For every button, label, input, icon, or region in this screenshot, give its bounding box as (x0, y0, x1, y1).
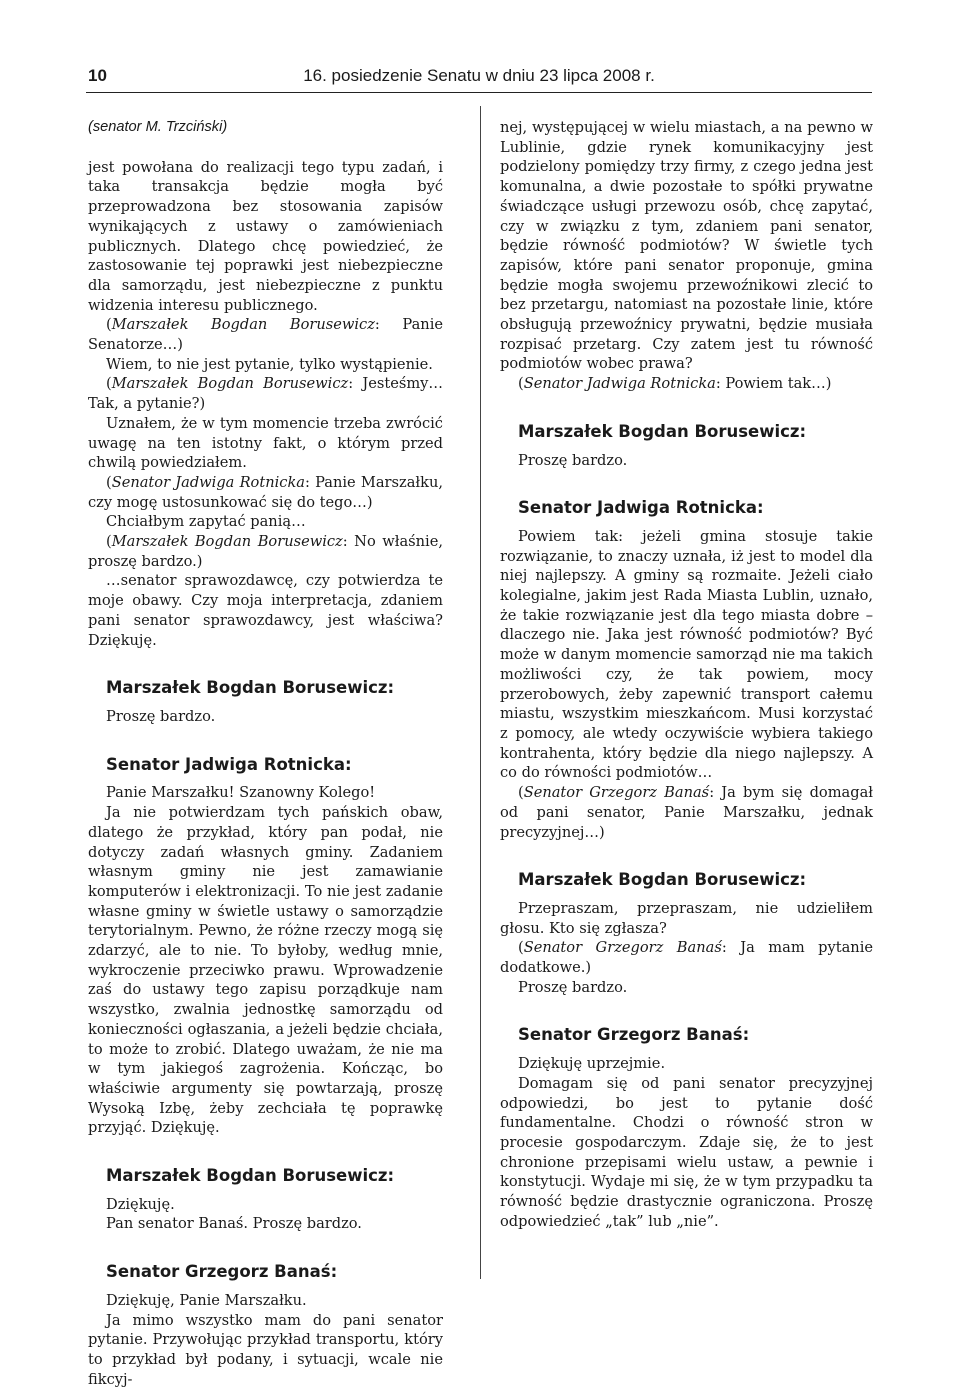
paragraph: Proszę bardzo. (106, 707, 216, 725)
speaker-heading: Marszałek Bogdan Borusewicz: (106, 1166, 395, 1186)
interjection: (Marszałek Bogdan Borusewicz: Jesteśmy… Tak, a pytanie?) (88, 375, 443, 413)
speaker-heading: Senator Grzegorz Banaś: (106, 1262, 338, 1282)
interjection: (Marszałek Bogdan Borusewicz: Panie Senatorze…) (88, 316, 443, 354)
page-header (86, 62, 872, 93)
interjection-speaker: Marszałek Bogdan Borusewicz (111, 375, 349, 393)
interjection: (Marszałek Bogdan Borusewicz: No właśnie, proszę bardzo.) (88, 533, 443, 570)
interjection-speaker: Senator Jadwiga Rotnicka (111, 473, 305, 491)
left-column (88, 118, 443, 1389)
continuation-label: (senator M. Trzciński) (88, 119, 228, 135)
speaker-heading: Marszałek Bogdan Borusewicz: (518, 870, 807, 890)
interjection-speaker: Senator Grzegorz Banaś (523, 939, 722, 957)
paragraph: Proszę bardzo. (518, 978, 628, 996)
speaker-heading: Senator Grzegorz Banaś: (518, 1025, 750, 1045)
speaker-heading: Marszałek Bogdan Borusewicz: (106, 678, 395, 698)
paragraph: …senator sprawozdawcę, czy potwierdza te moje obawy. Czy moja interpretacja, zdaniem pani senator sprawozdawcy, jest właściwa? Dziękuję. (88, 572, 443, 649)
paragraph: Ja mimo wszystko mam do pani senator pytanie. Przywołując przykład transportu, który to przykład był podany, i sytuacji, wcale nie fikcyj- (88, 1311, 443, 1388)
running-title: 16. posiedzenie Senatu w dniu 23 lipca 2008 r. (303, 66, 655, 85)
page-number: 10 (88, 66, 107, 85)
paragraph: Ja nie potwierdzam tych pańskich obaw, dlatego że przykład, który pan podał, nie dotyczy zadań własnych gminy. Zadaniem własnym gminy nie jest zamawianie komputerów i elektronizacji. To nie jest zadanie własne gminy w świetle ustawy o samorządzie terytorialnym. Pewno, że różne rzeczy mogą się zdarzyć, ale to nie. To byłoby, według mnie, wykroczenie przeciwko prawu. Wprowadzenie zaś do ustawy tego zapisu porządkuje nam wszystko, zwalnia jednostkę samorządu od konieczności ogłaszania, a jeżeli będzie chciała, to może to zrobić. Dlatego uważam, że nie ma w tym jakiegoś zagrożenia. Kończąc, bo właściwie argumenty się powtarzają, proszę Wysoką Izbę, żeby zechciała tę poprawkę przyjąć. Dziękuję. (88, 804, 443, 1137)
paragraph: Przepraszam, przepraszam, nie udzieliłem głosu. Kto się zgłasza? (500, 899, 873, 937)
paragraph: Dziękuję. (106, 1195, 175, 1213)
interjection-speaker: Senator Jadwiga Rotnicka (523, 375, 716, 393)
paragraph: Pan senator Banaś. Proszę bardzo. (106, 1215, 362, 1233)
speaker-heading: Marszałek Bogdan Borusewicz: (518, 421, 807, 441)
interjection-speaker: Marszałek Bogdan Borusewicz (111, 533, 343, 551)
column-divider (480, 106, 481, 1279)
interjection-speaker: Senator Grzegorz Banaś (523, 784, 710, 802)
paragraph: nej, występującej w wielu miastach, a na pewno w Lublinie, gdzie rynek komunikacyjny jest podzielony pomiędzy trzy firmy, z czego jedna jest komunalna, a dwie pozostałe to spółki prywatne świadczące usługi przewozu osób, chcę zapytać, czy w związku z tym, zdaniem pani senator, będzie równość podmiotów? W świetle tych zapisów, które pani senator proponuje, gmina będzie mogła swojemu przewoźnikowi zlecić to bez przetargu, natomiast na pozostałe linie, które obsługują przewoźnicy prywatni, będzie musiała rozpisać przetarg. Czy zatem jest tu równość podmiotów wobec prawa? (500, 119, 873, 373)
interjection: (Senator Jadwiga Rotnicka: Panie Marszałku, czy mogę ustosunkować się do tego…) (88, 473, 444, 511)
right-column (500, 118, 873, 1231)
speaker-heading: Senator Jadwiga Rotnicka: (518, 498, 764, 518)
paragraph: Dziękuję uprzejmie. (518, 1055, 666, 1073)
paragraph: Uznałem, że w tym momencie trzeba zwrócić uwagę na ten istotny fakt, o którym przed chwilą powiedziałem. (88, 414, 443, 472)
interjection: (Senator Grzegorz Banaś: Ja mam pytanie dodatkowe.) (500, 939, 874, 977)
paragraph: Domagam się od pani senator precyzyjnej odpowiedzi, bo jest to pytanie dość fundamentalne. Chodzi o równość stron w procesie gospodarczym. Zdaje się, że to jest chronione przepisami wielu ustaw, a pewnie i konstytucji. Wydaje mi się, że w tym przypadku ta równość będzie drastycznie ograniczona. Proszę odpowiedzieć „tak” lub „nie”. (500, 1074, 873, 1230)
paragraph: Chciałbym zapytać panią… (106, 513, 306, 531)
paragraph: Powiem tak: jeżeli gmina stosuje takie rozwiązanie, to znaczy uznała, iż jest to model dla niej najlepszy. A gminy są rozmaite. Jeżeli ciało kolegialne, jakim jest Rada Miasta Lublin, uznało, że takie rozwiązanie jest dla tego miasta dobre – dlaczego nie. Jaka jest równość podmiotów? Być może w danym momencie samorząd nie ma takich możliwości czy, że tak powiem, mocy przerobowych, żeby zapewnić transport całemu miastu, wszystkim mieszkańcom. Musi korzystać z pomocy, ale wtedy oczywiście wybiera takiego kontrahenta, który będzie dla niego najlepszy. A co do równości podmiotów… (500, 527, 873, 782)
interjection-speaker: Marszałek Bogdan Borusewicz (111, 316, 375, 334)
speaker-heading: Senator Jadwiga Rotnicka: (106, 754, 352, 774)
paragraph: jest powołana do realizacji tego typu zadań, i taka transakcja będzie mogła być przeprowadzona bez stosowania zapisów wynikających z ustawy o zamówieniach publicznych. Dlatego chcę powiedzieć, że zastosowanie tej poprawki jest niebezpieczne dla samorządu, jest niebezpieczne z punktu widzenia interesu publicznego. (88, 158, 443, 314)
paragraph: Panie Marszałku! Szanowny Kolego! (106, 784, 376, 802)
paragraph: Dziękuję, Panie Marszałku. (106, 1291, 307, 1309)
paragraph: Wiem, to nie jest pytanie, tylko wystąpienie. (106, 355, 433, 373)
paragraph: Proszę bardzo. (518, 451, 628, 469)
interjection: (Senator Jadwiga Rotnicka: Powiem tak…) (518, 375, 832, 393)
interjection: (Senator Grzegorz Banaś: Ja bym się domagał od pani senator, Panie Marszałku, jednak precyzyjnej…) (500, 784, 874, 841)
